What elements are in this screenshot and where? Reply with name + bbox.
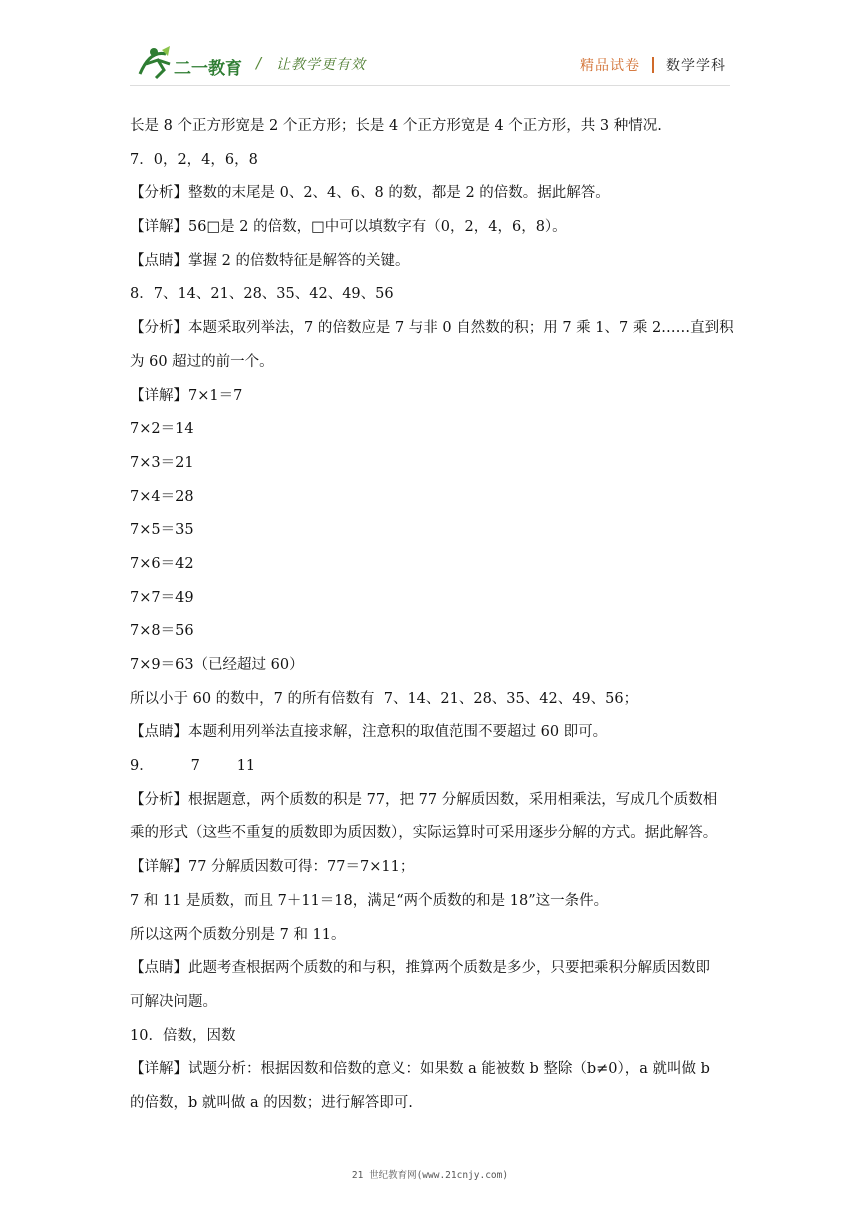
text-line: 7．0，2，4，6，8 [130,151,258,168]
text-line: 9． 7 11 [130,758,256,775]
page-footer: 21 世纪教育网(www.21cnjy.com) [351,1170,509,1181]
text-line: 7 和 11 是质数，而且 7＋11＝18，满足“两个质数的和是 18”这一条件。 [130,892,609,909]
text-line: 所以小于 60 的数中，7 的所有倍数有 7、14、21、28、35、42、49、56； [130,690,639,707]
text-line: 7×4＝28 [130,488,194,505]
text-line: 7×7＝49 [130,589,194,606]
header-divider [652,57,654,73]
header-rule [130,85,730,86]
header-labels [580,55,726,75]
text-line: 7×6＝42 [130,555,194,572]
text-line: 【分析】本题采取列举法，7 的倍数应是 7 与非 0 自然数的积；用 7 乘 1、7 乘 2……直到积 [130,320,734,337]
text-line: 乘的形式（这些不重复的质数即为质因数），实际运算时可采用逐步分解的方式。据此解答。 [130,825,718,842]
text-line: 【分析】整数的末尾是 0、2、4、6、8 的数，都是 2 的倍数。据此解答。 [130,185,610,202]
text-line: 【点睛】此题考查根据两个质数的和与积，推算两个质数是多少，只要把乘积分解质因数即 [130,960,710,977]
text-line: 8．7、14、21、28、35、42、49、56 [130,286,394,303]
text-line: 【详解】试题分析：根据因数和倍数的意义：如果数 a 能被数 b 整除（b≠0），a 就叫做 b [130,1061,710,1078]
text-line: 所以这两个质数分别是 7 和 11。 [130,926,346,943]
text-line: 的倍数，b 就叫做 a 的因数；进行解答即可. [130,1094,413,1111]
text-line: 【点睛】掌握 2 的倍数特征是解答的关键。 [130,252,410,269]
text-line: 7×9＝63（已经超过 60） [130,657,304,673]
text-line: 长是 8 个正方形宽是 2 个正方形；长是 4 个正方形宽是 4 个正方形，共 3 种情况. [130,118,662,134]
subject-label: 数学学科 [666,58,726,74]
logo-text: 二一教育 [174,59,242,79]
text-line: 10．倍数，因数 [130,1027,236,1044]
slogan-separator: / [256,54,262,72]
text-line: 7×2＝14 [130,421,194,438]
document-body [130,110,734,1121]
text-line: 【详解】77 分解质因数可得：77＝7×11； [130,859,415,876]
logo-runner-icon [136,44,248,84]
text-line: 【详解】7×1＝7 [130,387,243,404]
page-header [0,0,860,90]
text-line: 可解决问题。 [130,993,217,1010]
text-line: 7×3＝21 [130,454,194,471]
text-line: 【点睛】本题利用列举法直接求解，注意积的取值范围不要超过 60 即可。 [130,724,608,741]
text-line: 为 60 超过的前一个。 [130,353,274,370]
premium-label: 精品试卷 [580,58,640,74]
slogan: 让教学更有效 [276,57,366,73]
text-line: 【分析】根据题意，两个质数的积是 77，把 77 分解质因数，采用相乘法，写成几个质数相 [130,791,718,808]
text-line: 7×8＝56 [130,623,194,640]
text-line: 【详解】56□是 2 的倍数，□中可以填数字有（0，2，4，6，8）。 [130,219,567,236]
text-line: 7×5＝35 [130,522,194,539]
